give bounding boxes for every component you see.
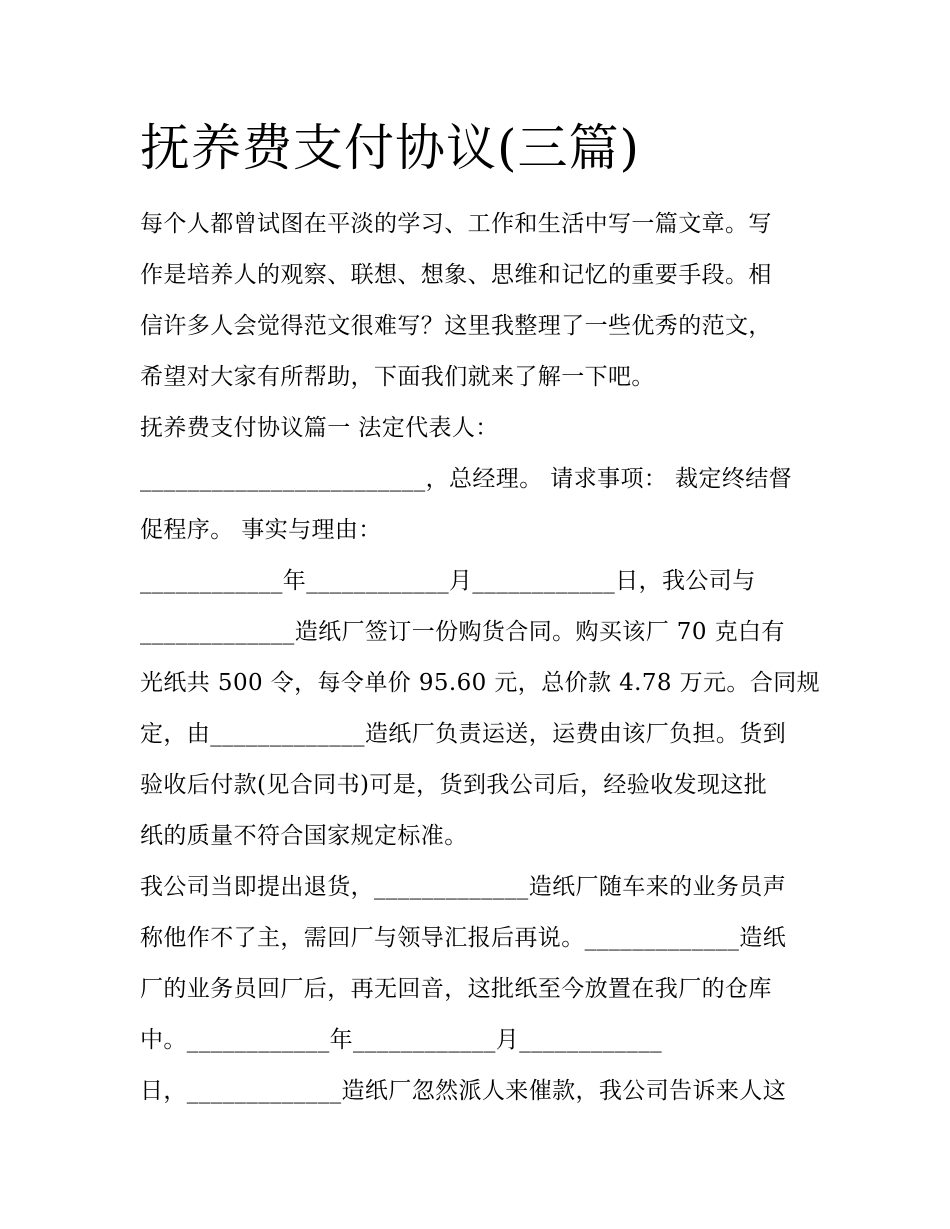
document-title: 抚养费支付协议(三篇) <box>140 119 641 177</box>
paragraph-line: _____________造纸厂签订一份购货合同。购买该厂 70 克白有 <box>140 619 785 645</box>
paragraph-line: 作是培养人的观察、联想、想象、思维和记忆的重要手段。相 <box>140 262 772 288</box>
paragraph-line: 希望对大家有所帮助，下面我们就来了解一下吧。 <box>140 364 655 390</box>
document-body <box>140 199 820 1117</box>
paragraph-line: ____________年____________月____________日，我公司与 <box>140 568 756 594</box>
paragraph-line: ________________________，总经理。 请求事项： 裁定终结督 <box>140 466 793 492</box>
paragraph-line: 每个人都曾试图在平淡的学习、工作和生活中写一篇文章。写 <box>140 211 772 237</box>
paragraph-line: 定，由_____________造纸厂负责运送，运费由该厂负担。货到 <box>140 721 787 747</box>
paragraph-line: 抚养费支付协议篇一 法定代表人： <box>140 415 499 441</box>
paragraph-line: 验收后付款(见合同书)可是，货到我公司后，经验收发现这批 <box>140 772 768 798</box>
paragraph-line: 信许多人会觉得范文很难写？这里我整理了一些优秀的范文， <box>140 313 772 339</box>
paragraph-line: 纸的质量不符合国家规定标准。 <box>140 823 468 849</box>
paragraph-line: 厂的业务员回厂后，再无回音，这批纸至今放置在我厂的仓库 <box>140 976 772 1002</box>
paragraph-line: 我公司当即提出退货，_____________造纸厂随车来的业务员声 <box>140 874 787 900</box>
paragraph-line: 促程序。 事实与理由： <box>140 517 382 543</box>
paragraph-line: 称他作不了主，需回厂与领导汇报后再说。_____________造纸 <box>140 925 787 951</box>
paragraph-line: 光纸共 500 令，每令单价 95.60 元，总价款 4.78 万元。合同规 <box>140 670 821 696</box>
paragraph-line: 中。____________年____________月____________ <box>140 1027 662 1053</box>
paragraph-line: 日，_____________造纸厂忽然派人来催款，我公司告诉来人这 <box>140 1078 787 1104</box>
